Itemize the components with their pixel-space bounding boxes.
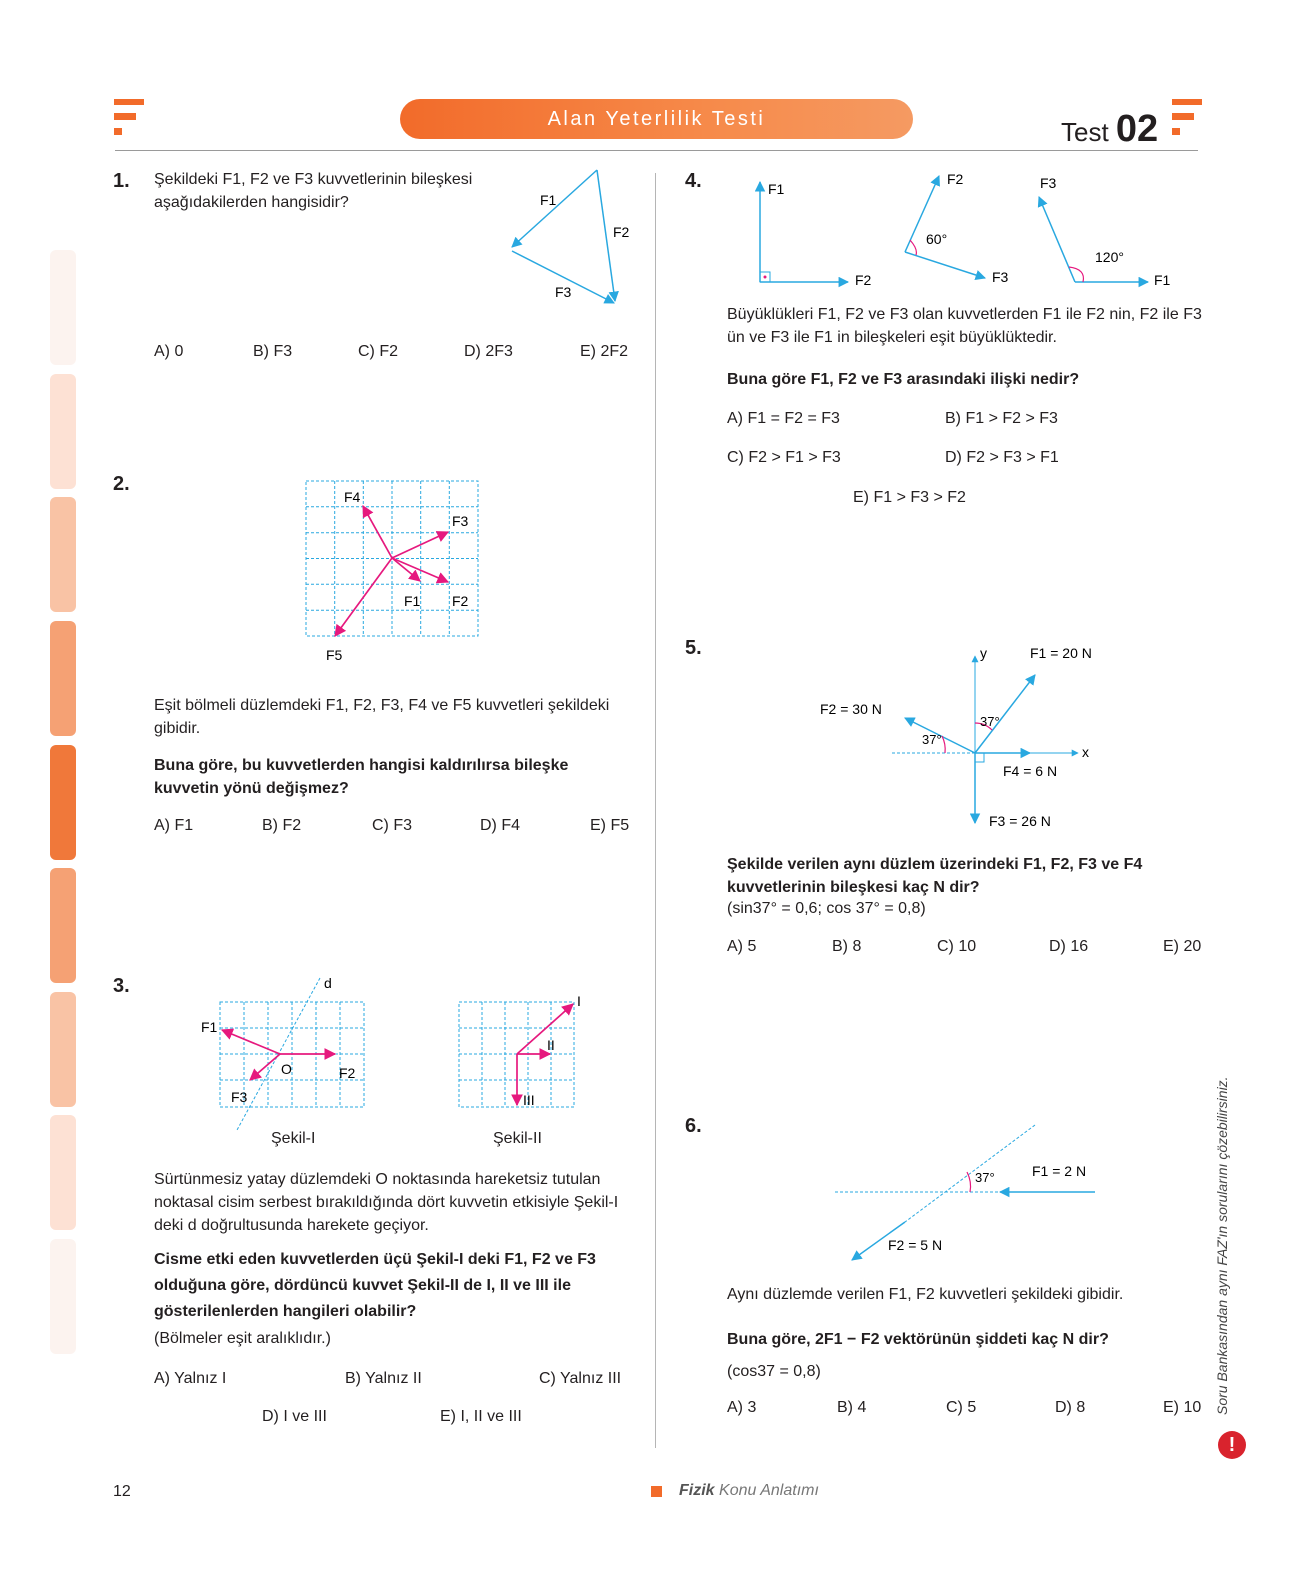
exclamation-icon: ! <box>1218 1431 1246 1459</box>
q6-figure <box>830 1120 1100 1260</box>
q6-label: F2 = 5 N <box>888 1237 943 1253</box>
q1-option[interactable]: D) 2F3 <box>464 343 513 360</box>
q2-label: F4 <box>344 489 361 505</box>
q6-text: Aynı düzlemde verilen F1, F2 kuvvetleri şekildeki gibidir. <box>727 1286 1124 1303</box>
q4-label: 120° <box>1095 249 1124 265</box>
q6-number: 6. <box>685 1115 702 1137</box>
q4-label: F1 <box>1154 272 1171 288</box>
q4-option[interactable]: B) F1 > F2 > F3 <box>945 410 1058 427</box>
q3-fig1-label: O <box>281 1061 292 1077</box>
q2-option[interactable]: D) F4 <box>480 817 520 834</box>
q5-option[interactable]: B) 8 <box>832 938 862 955</box>
q4-figure <box>740 172 1180 297</box>
footer-square <box>651 1486 662 1497</box>
side-tab <box>50 1115 76 1230</box>
header-title: Alan Yeterlilik Testi <box>400 99 913 139</box>
q1-text-body: Şekildeki F1, F2 ve F3 kuvvetlerinin bileşkesi aşağıdakilerden hangisidir? <box>154 171 473 211</box>
q4-option[interactable]: C) F2 > F1 > F3 <box>727 449 841 466</box>
q5-given: (sin37° = 0,6; cos 37° = 0,8) <box>727 900 926 917</box>
q3-figure-2 <box>455 988 600 1113</box>
test-number: Test 02 <box>1061 108 1159 150</box>
footer-title: Fizik Konu Anlatımı <box>679 1482 819 1499</box>
q3-option[interactable]: E) I, II ve III <box>440 1408 522 1425</box>
q5-label: 37° <box>980 714 1000 729</box>
q4-label: 60° <box>926 231 948 247</box>
q4-label: F1 <box>768 181 785 197</box>
q3-text: Sürtünmesiz yatay düzlemdeki O noktasında hareketsiz tutulan noktasal cisim serbest bırakıldığında dört kuvvetin etkisiyle Şekil-I deki d doğrultusunda harekete geçiyor. <box>154 1171 619 1234</box>
q6-label: F1 = 2 N <box>1032 1163 1087 1179</box>
brand-logo-right <box>1172 99 1202 139</box>
q1-option[interactable]: A) 0 <box>154 343 184 360</box>
q5-figure <box>820 645 1110 838</box>
q6-option[interactable]: D) 8 <box>1055 1399 1086 1416</box>
q4-label: F2 <box>947 171 964 187</box>
q5-question: Şekilde verilen aynı düzlem üzerindeki F1, F2, F3 ve F4 kuvvetlerinin bileşkesi kaç N dir? <box>727 856 1143 896</box>
side-tab <box>50 868 76 983</box>
q3-caption: Şekil-II <box>493 1130 542 1147</box>
q4-label: F2 <box>855 272 872 288</box>
q3-fig2-label: II <box>547 1037 555 1053</box>
q5-option[interactable]: D) 16 <box>1049 938 1089 955</box>
q4-option[interactable]: A) F1 = F2 = F3 <box>727 410 840 427</box>
side-tab <box>50 745 76 860</box>
q5-label: F1 = 20 N <box>1030 645 1092 661</box>
page-number: 12 <box>113 1483 131 1500</box>
q4-label: F3 <box>992 269 1009 285</box>
q3-option[interactable]: D) I ve III <box>262 1408 327 1425</box>
q2-option[interactable]: C) F3 <box>372 817 412 834</box>
q3-fig2-label: III <box>523 1092 535 1108</box>
q1-label: F3 <box>555 284 572 300</box>
q6-option[interactable]: A) 3 <box>727 1399 757 1416</box>
q5-label: F3 = 26 N <box>989 813 1051 829</box>
side-tab <box>50 250 76 365</box>
q1-figure <box>500 165 650 315</box>
q3-fig1-label: d <box>324 975 332 991</box>
q2-option[interactable]: E) F5 <box>590 817 630 834</box>
q3-caption: Şekil-I <box>271 1130 316 1147</box>
q2-option[interactable]: A) F1 <box>154 817 194 834</box>
q4-option[interactable]: E) F1 > F3 > F2 <box>853 489 966 506</box>
q2-text: Eşit bölmeli düzlemdeki F1, F2, F3, F4 ve F5 kuvvetleri şekildeki gibidir. <box>154 697 610 737</box>
q1-label: F2 <box>613 224 630 240</box>
q1-option[interactable]: B) F3 <box>253 343 293 360</box>
q4-number: 4. <box>685 170 702 192</box>
q3-option[interactable]: C) Yalnız III <box>539 1370 622 1387</box>
q3-number: 3. <box>113 975 130 997</box>
q1-number: 1. <box>113 170 130 192</box>
q5-label: 37° <box>922 732 942 747</box>
q5-option[interactable]: A) 5 <box>727 938 757 955</box>
q6-option[interactable]: C) 5 <box>946 1399 977 1416</box>
q3-fig2-label: I <box>577 993 581 1009</box>
q3-note: (Bölmeler eşit aralıklıdır.) <box>154 1330 331 1347</box>
side-tab <box>50 992 76 1107</box>
q2-question: Buna göre, bu kuvvetlerden hangisi kaldırılırsa bileşke kuvvetin yönü değişmez? <box>154 757 569 797</box>
q1-text <box>154 168 519 214</box>
column-divider <box>655 173 656 1448</box>
q4-label: F3 <box>1040 175 1057 191</box>
q6-given: (cos37 = 0,8) <box>727 1363 821 1380</box>
q2-label: F1 <box>404 593 421 609</box>
q2-option[interactable]: B) F2 <box>262 817 302 834</box>
q3-option[interactable]: B) Yalnız II <box>345 1370 422 1387</box>
q5-label: F2 = 30 N <box>820 701 882 717</box>
side-tab <box>50 621 76 736</box>
brand-logo-left <box>114 99 144 139</box>
q1-label: F1 <box>540 192 557 208</box>
q6-label: 37° <box>975 1170 995 1185</box>
side-tab <box>50 497 76 612</box>
q4-option[interactable]: D) F2 > F3 > F1 <box>945 449 1059 466</box>
q2-label: F2 <box>452 593 469 609</box>
q3-fig1-label: F3 <box>231 1089 248 1105</box>
q3-fig1-label: F1 <box>201 1019 218 1035</box>
q6-option[interactable]: E) 10 <box>1163 1399 1202 1416</box>
q5-option[interactable]: C) 10 <box>937 938 977 955</box>
q1-option[interactable]: C) F2 <box>358 343 398 360</box>
q2-label: F5 <box>326 647 343 663</box>
q5-option[interactable]: E) 20 <box>1163 938 1202 955</box>
q5-label: x <box>1082 744 1089 760</box>
header-rule <box>115 150 1198 151</box>
side-tab <box>50 1239 76 1354</box>
q3-fig1-label: F2 <box>339 1065 356 1081</box>
q6-question: Buna göre, 2F1 − F2 vektörünün şiddeti kaç N dir? <box>727 1331 1109 1348</box>
q2-number: 2. <box>113 473 130 495</box>
q1-option[interactable]: E) 2F2 <box>580 343 629 360</box>
q2-figure <box>300 476 490 666</box>
q4-text: Büyüklükleri F1, F2 ve F3 olan kuvvetlerden F1 ile F2 nin, F2 ile F3 ün ve F3 ile F1 in bileşkeleri eşit büyüklüktedir. <box>727 306 1202 346</box>
q3-figure-1 <box>195 970 375 1140</box>
q3-option[interactable]: A) Yalnız I <box>154 1370 227 1387</box>
q5-label: F4 = 6 N <box>1003 763 1058 779</box>
side-tab <box>50 374 76 489</box>
q5-label: y <box>980 645 987 661</box>
q2-label: F3 <box>452 513 469 529</box>
q3-question: Cisme etki eden kuvvetlerden üçü Şekil-I deki F1, F2 ve F3 olduğuna göre, dördüncü kuvvet Şekil-II de I, II ve III ile gösterilenlerden hangileri olabilir? <box>154 1251 596 1320</box>
q4-question: Buna göre F1, F2 ve F3 arasındaki ilişki nedir? <box>727 371 1080 388</box>
q6-option[interactable]: B) 4 <box>837 1399 867 1416</box>
side-note: Soru Bankasından aynı FAZ'ın sorularını çözebilirsiniz. <box>1214 1076 1230 1415</box>
q5-number: 5. <box>685 637 702 659</box>
